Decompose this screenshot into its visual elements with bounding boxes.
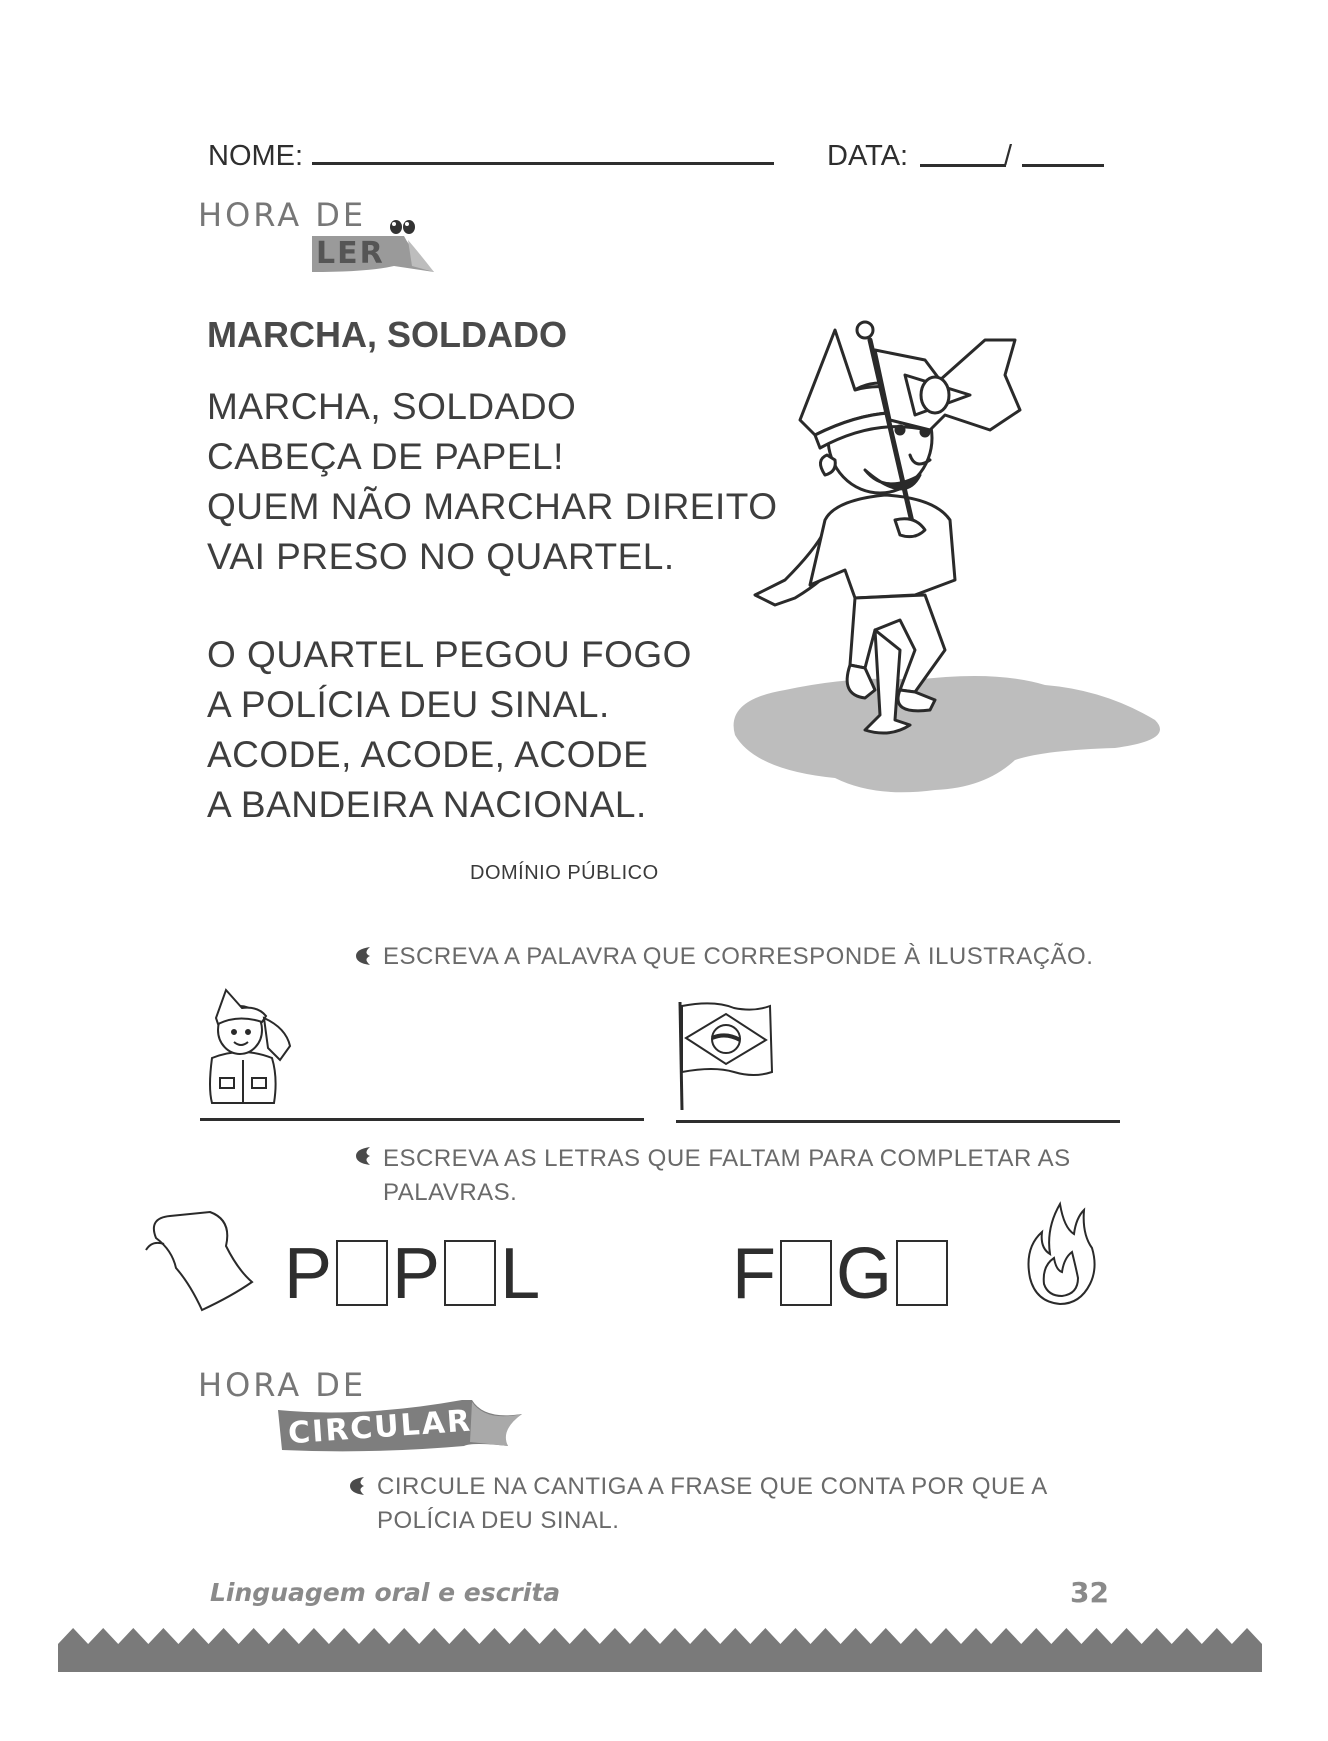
letter-box[interactable] [896,1240,948,1306]
instruction-line: PALAVRAS. [383,1179,518,1206]
verse-line: CABEÇA DE PAPEL! [207,436,564,477]
bullet-icon [354,945,372,967]
page-number: 32 [1070,1576,1109,1609]
verse-line: A BANDEIRA NACIONAL. [207,784,647,825]
word-fogo [732,1234,952,1314]
instruction-line: POLÍCIA DEU SINAL. [377,1507,620,1534]
exercise-3-instruction [377,1470,1048,1538]
poem-credit: DOMÍNIO PÚBLICO [470,862,659,884]
poem-stanza-2 [207,630,692,830]
letter-box[interactable] [336,1240,388,1306]
word-letter: P [284,1234,333,1314]
word-letter: G [835,1234,892,1314]
answer-line-2[interactable] [676,1120,1120,1123]
instruction-line: ESCREVA AS LETRAS QUE FALTAM PARA COMPLETAR AS [383,1145,1071,1172]
name-line[interactable] [312,162,774,165]
date-day-line[interactable] [920,164,1006,167]
soldier-boy-illustration [715,320,1175,800]
paper-icon [142,1210,260,1314]
ribbon-text: CIRCULAR [287,1403,474,1452]
ribbon-text: LER [316,236,385,271]
fire-icon [1020,1198,1100,1310]
date-separator: / [1004,140,1013,172]
poem-title: MARCHA, SOLDADO [207,314,567,355]
verse-line: O QUARTEL PEGOU FOGO [207,634,692,675]
word-papel [284,1234,541,1314]
word-letter: L [500,1234,541,1314]
footer-subject: Linguagem oral e escrita [210,1578,561,1607]
exercise-2-instruction [383,1142,1071,1210]
letter-box[interactable] [780,1240,832,1306]
bullet-icon [354,1145,372,1167]
circle-badge [198,1366,528,1456]
date-label: DATA: [827,140,909,172]
exercise-1-instruction: ESCREVA A PALAVRA QUE CORRESPONDE À ILUSTRAÇÃO. [383,943,1094,970]
name-label: NOME: [208,140,304,172]
brazil-flag-icon [674,998,774,1112]
answer-line-1[interactable] [200,1118,644,1121]
reading-badge [198,196,438,276]
verse-line: A POLÍCIA DEU SINAL. [207,684,610,725]
instruction-line: CIRCULE NA CANTIGA A FRASE QUE CONTA POR QUE A [377,1473,1048,1500]
verse-line: QUEM NÃO MARCHAR DIREITO [207,486,778,527]
word-letter: P [392,1234,441,1314]
letter-box[interactable] [444,1240,496,1306]
badge-top-text: HORA DE [198,196,367,234]
date-month-line[interactable] [1022,164,1104,167]
verse-line: MARCHA, SOLDADO [207,386,577,427]
poem-stanza-1 [207,382,777,582]
zigzag-border [58,1628,1262,1672]
saluting-soldier-icon [198,988,298,1106]
bullet-icon [348,1475,366,1497]
word-letter: F [732,1234,776,1314]
badge-top-text: HORA DE [198,1366,367,1404]
verse-line: ACODE, ACODE, ACODE [207,734,649,775]
verse-line: VAI PRESO NO QUARTEL. [207,536,675,577]
